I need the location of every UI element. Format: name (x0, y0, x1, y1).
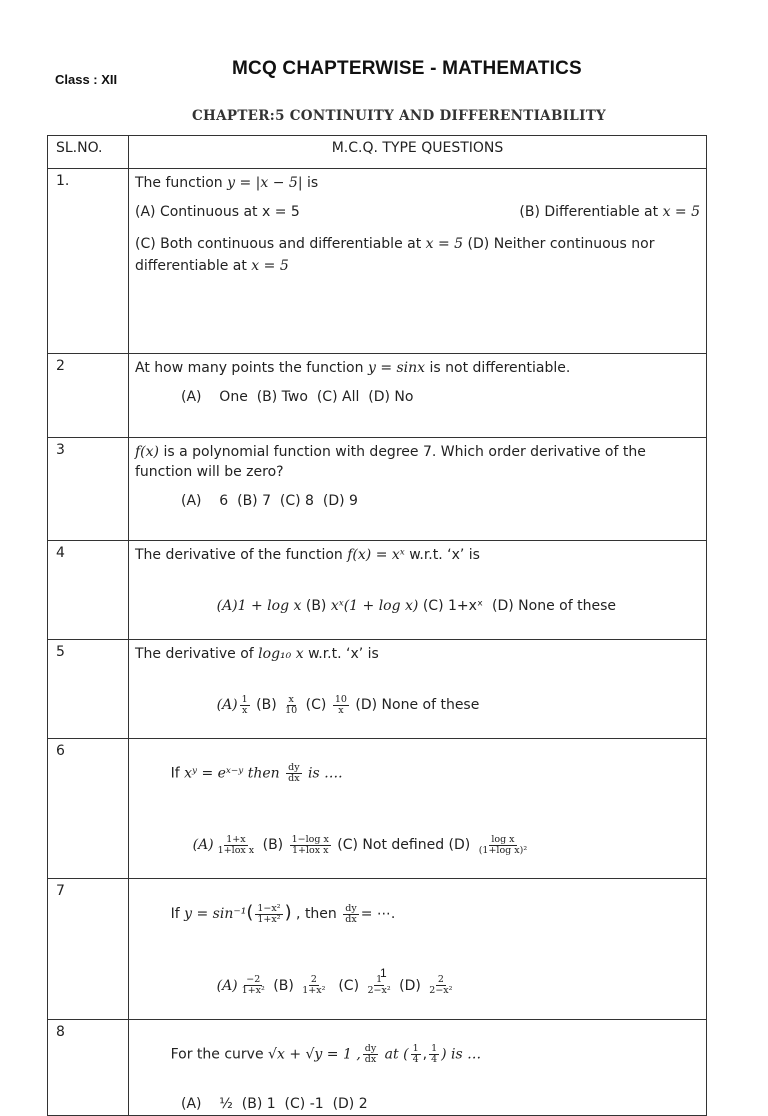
table-row (48, 739, 707, 879)
question-stem: The derivative of log₁₀ x w.r.t. ‘x’ is (135, 646, 379, 662)
question-stem: The function y = |x − 5| is (135, 175, 319, 191)
class-label: Class : XII (55, 72, 118, 87)
option-a: (A) Continuous at x = 5 (135, 204, 300, 220)
mcq-table (47, 135, 707, 1116)
question-cell (129, 354, 707, 438)
table-row (48, 879, 707, 1020)
question-cell (129, 640, 707, 739)
table-row (48, 541, 707, 640)
question-stem: If xʸ = eˣ⁻ʸ then $\frac{dy}{dx}$ is …. (170, 762, 343, 784)
page-title: MCQ CHAPTERWISE - MATHEMATICS (232, 58, 582, 79)
question-options: (A) $\frac{1+x}{\text{1+lox x}}$ (B) $\frac{\text{1−log x}}{\text{1+lox x}}$ (C) Not defined (D) $\frac{\text{log x}}{\text{(1+log x)²}}$ (192, 833, 528, 856)
fraction: $\frac{1+x}{\text{1+lox x}}$ (217, 833, 255, 856)
fraction: $\frac{-2}{\text{1+x²}}$ (241, 974, 265, 996)
question-number: 5 (48, 640, 129, 739)
question-number: 7 (48, 879, 129, 1020)
table-row (48, 354, 707, 438)
page-number: 1 (380, 966, 387, 980)
question-cell (129, 1019, 707, 1115)
option-b: xˣ(1 + log x) (330, 598, 419, 614)
question-cell (129, 879, 707, 1020)
fraction: $\frac{\text{1−x²}}{\text{1+x²}}$ (257, 902, 281, 925)
question-options (135, 201, 700, 223)
question-number: 3 (48, 438, 129, 541)
column-header-questions: M.C.Q. TYPE QUESTIONS (129, 136, 707, 169)
fraction: $\frac{2}{\text{2−x²}}$ (429, 974, 453, 996)
question-number: 2 (48, 354, 129, 438)
fraction: $\frac{1}{4}$ (431, 1042, 438, 1065)
question-options-cd: (C) Both continuous and differentiable at x = 5 (D) Neither continuous nor differentiable at x = 5 (135, 236, 655, 274)
question-stem: The derivative of the function f(x) = xˣ w.r.t. ‘x’ is (135, 547, 480, 563)
fraction: $\frac{x}{10}$ (285, 693, 298, 716)
question-cell (129, 739, 707, 879)
option-a: (A)1 + log x (216, 598, 302, 614)
question-number: 8 (48, 1019, 129, 1115)
question-options: (A) ½ (B) 1 (C) -1 (D) 2 (181, 1095, 368, 1112)
fraction: $\frac{\text{1−log x}}{\text{1+lox x}}$ (291, 833, 329, 856)
question-cell (129, 541, 707, 640)
question-cell (129, 169, 707, 354)
table-header-row (48, 136, 707, 169)
question-options: (A)1 + log x (B) xˣ(1 + log x) (C) 1+xˣ (D) None of these (216, 598, 616, 614)
question-number: 1. (48, 169, 129, 354)
fraction: $\frac{\text{log x}}{\text{(1+log x)²}}$ (478, 833, 528, 856)
fraction: $\frac{dy}{dx}$ (364, 1042, 377, 1065)
question-number: 4 (48, 541, 129, 640)
question-stem: f(x) is a polynomial function with degree 7. Which order derivative of the function will be zero? (135, 444, 646, 480)
table-row (48, 1019, 707, 1115)
fraction: $\frac{10}{x}$ (334, 693, 347, 716)
question-options: (A) 6 (B) 7 (C) 8 (D) 9 (181, 493, 358, 509)
question-stem: At how many points the function y = sinx is not differentiable. (135, 360, 571, 376)
question-options: (A) $\frac{1}{x}$ (B) $\frac{x}{10}$ (C) $\frac{10}{x}$ (D) None of these (216, 693, 480, 716)
fraction: $\frac{1}{\text{2−x²}}$ (367, 974, 391, 996)
fraction: $\frac{dy}{dx}$ (288, 762, 300, 784)
fraction: $\frac{1}{4}$ (412, 1042, 419, 1065)
option-b: (B) Differentiable at x = 5 (519, 204, 700, 220)
question-cell (129, 438, 707, 541)
option-d: (D) None of these (487, 598, 616, 614)
column-header-slno: SL.NO. (48, 136, 129, 169)
table-row (48, 169, 707, 354)
question-stem: For the curve √x + √y = 1 , $\frac{dy}{dx}$ at ( $\frac{1}{4}$ , $\frac{1}{4}$ ) is … (170, 1042, 482, 1065)
table-row (48, 438, 707, 541)
fraction: $\frac{2}{\text{1+x²}}$ (302, 974, 326, 996)
question-stem: If y = sin⁻¹( $\frac{\text{1−x²}}{\text{1+x²}}$ ) , then $\frac{dy}{dx}$ = ⋯. (170, 902, 396, 925)
fraction: $\frac{dy}{dx}$ (345, 902, 357, 925)
table-row (48, 640, 707, 739)
question-number: 6 (48, 739, 129, 879)
question-options: (A) One (B) Two (C) All (D) No (181, 389, 414, 405)
question-options: (A) $\frac{-2}{\text{1+x²}}$ (B) $\frac{2}{\text{1+x²}}$ (C) $\frac{1}{\text{2−x²}}$ (D) $\frac{2}{\text{2−x²}}$ (216, 974, 453, 996)
fraction: $\frac{1}{x}$ (241, 693, 248, 716)
chapter-title: CHAPTER:5 CONTINUITY AND DIFFERENTIABILITY (192, 108, 606, 124)
option-c: (C) 1+xˣ (418, 598, 488, 614)
